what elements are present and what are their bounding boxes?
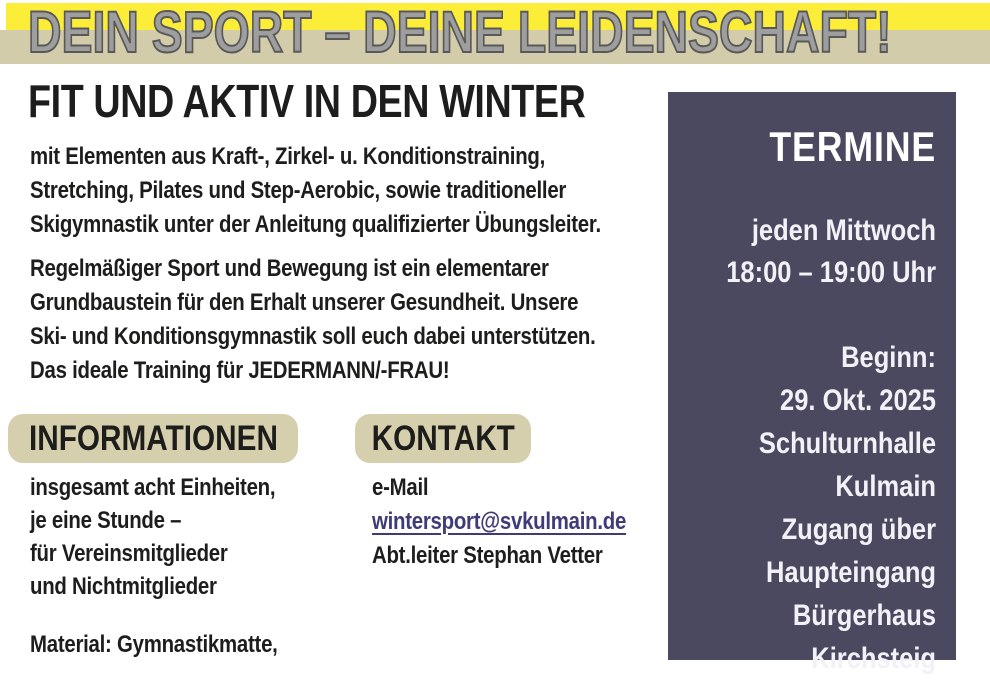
email-label: e-Mail <box>372 474 429 501</box>
material-note: Material: Gymnastikmatte, <box>30 631 278 658</box>
banner-slogan: DEIN SPORT – DEINE LEIDENSCHAFT! <box>28 0 892 65</box>
kontakt-section-header <box>355 414 531 463</box>
body-paragraph: Regelmäßiger Sport und Bewegung ist ein elementarer Grundbaustein für den Erhalt unserer Gesundheit. Unsere Ski- und Konditionsgymnastik soll euch dabei unterstützen. Das ideale Training für JEDERMANN/-FRAU! <box>30 255 596 384</box>
schedule-details: Beginn: 29. Okt. 2025 Schulturnhalle Kulmain Zugang über Haupteingang Bürgerhaus Kirchsteig <box>758 341 936 675</box>
contact-person: Abt.leiter Stephan Vetter <box>372 542 603 569</box>
kontakt-details <box>372 471 626 573</box>
page-title: FIT UND AKTIV IN DEN WINTER <box>28 75 586 127</box>
termine-title: TERMINE <box>769 123 936 170</box>
informationen-section-header <box>8 414 298 463</box>
email-link[interactable]: wintersport@svkulmain.de <box>372 508 627 535</box>
informationen-details: insgesamt acht Einheiten, je eine Stunde – für Vereinsmitglieder und Nichtmitglieder <box>30 474 276 600</box>
kontakt-label: KONTAKT <box>371 418 515 458</box>
intro-paragraph: mit Elementen aus Kraft-, Zirkel- u. Konditionstraining, Stretching, Pilates und Step-Aerobic, sowie traditioneller Skigymnastik unter der Anleitung qualifizierter Übungsleiter. <box>30 143 601 238</box>
weekly-schedule: jeden Mittwoch 18:00 – 19:00 Uhr <box>726 214 936 289</box>
termine-panel <box>668 92 956 675</box>
informationen-label: INFORMATIONEN <box>28 418 278 458</box>
